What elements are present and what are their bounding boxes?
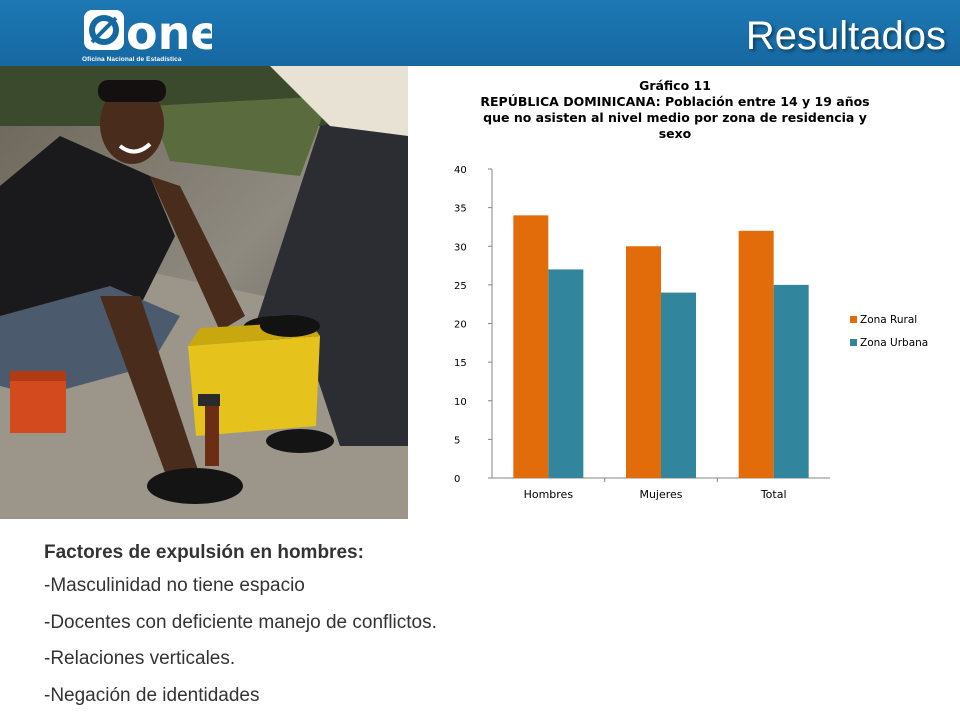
bar-zona-urbana [661,293,696,478]
bar-zona-rural [626,246,661,478]
legend-label: Zona Rural [860,314,918,326]
bar-zona-rural [513,215,548,478]
chart-title-line: sexo [658,126,692,141]
x-tick-label: Hombres [523,488,574,501]
y-tick-label: 0 [454,474,461,485]
y-tick-label: 25 [454,280,467,292]
chart-title-line: REPÚBLICA DOMINICANA: Población entre 14 y 19 años [480,94,870,109]
slide-title: Resultados [745,14,946,58]
expulsion-factors [44,538,924,714]
legend-swatch [850,316,857,323]
x-tick-label: Total [760,488,787,501]
photo-illustration [0,66,408,519]
y-tick-label: 5 [454,435,461,447]
bar-zona-urbana [774,285,809,478]
factor-item: -Docentes con deficiente manejo de conflictos. [44,611,437,633]
bar-zona-rural [739,231,774,478]
chart-title-line: Gráfico 11 [639,78,711,93]
chart-title-line: que no asisten al nivel medio por zona de residencia y [483,110,867,125]
one-logo [82,8,212,64]
chart-title [470,78,880,142]
logo-wordmark: one [126,8,212,56]
y-tick-label: 20 [454,319,467,331]
y-tick-label: 35 [454,203,467,215]
logo-caption: Oficina Nacional de Estadística [82,56,182,63]
y-tick-label: 10 [454,396,467,408]
factor-item: -Negación de identidades [44,684,260,706]
shoeshine-boy-photo [0,66,408,519]
legend-swatch [850,339,857,346]
x-tick-label: Mujeres [639,488,683,501]
y-tick-label: 30 [454,242,467,254]
y-tick-label: 15 [454,358,467,370]
factor-item: -Masculinidad no tiene espacio [44,575,305,596]
factors-heading: Factores de expulsión en hombres: [44,542,364,563]
header-bar [0,0,960,66]
y-tick-label: 40 [454,165,467,176]
one-logo-icon [82,8,212,56]
factor-item: -Relaciones verticales. [44,648,236,669]
bar-zona-urbana [548,269,583,478]
bar-chart [410,66,955,526]
legend-label: Zona Urbana [860,337,929,349]
